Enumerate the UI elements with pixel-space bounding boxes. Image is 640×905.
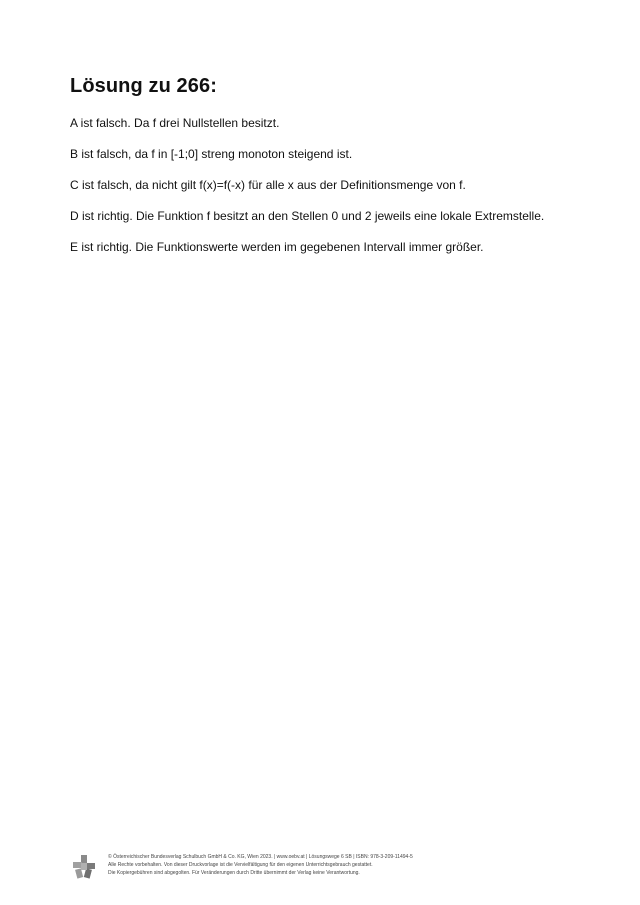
answer-d: D ist richtig. Die Funktion f besitzt an den Stellen 0 und 2 jeweils eine lokale Extremstelle. bbox=[70, 209, 545, 223]
answer-list bbox=[70, 116, 610, 271]
page-footer bbox=[73, 853, 573, 883]
copy-fees-line: Die Kopiergebühren sind abgegolten. Für Veränderungen durch Dritte übernimmt der Verlag keine Verantwortung. bbox=[108, 870, 360, 876]
page-title: Lösung zu 266: bbox=[70, 75, 217, 97]
answer-a: A ist falsch. Da f drei Nullstellen besitzt. bbox=[70, 116, 280, 130]
answer-c: C ist falsch, da nicht gilt f(x)=f(-x) für alle x aus der Definitionsmenge von f. bbox=[70, 178, 466, 192]
copyright-line: © Österreichischer Bundesverlag Schulbuch GmbH & Co. KG, Wien 2023. | www.oebv.at | Lösungswege 6 SB | ISBN: 978-3-209-11494-5 bbox=[108, 854, 413, 860]
rights-line: Alle Rechte vorbehalten. Von dieser Druckvorlage ist die Vervielfältigung für den eigenen Unterrichtsgebrauch gestattet. bbox=[108, 862, 373, 868]
answer-b: B ist falsch, da f in [-1;0] streng monoton steigend ist. bbox=[70, 147, 353, 161]
answer-e: E ist richtig. Die Funktionswerte werden im gegebenen Intervall immer größer. bbox=[70, 240, 484, 254]
publisher-logo-icon bbox=[73, 855, 95, 879]
copyright-notice bbox=[108, 853, 413, 877]
